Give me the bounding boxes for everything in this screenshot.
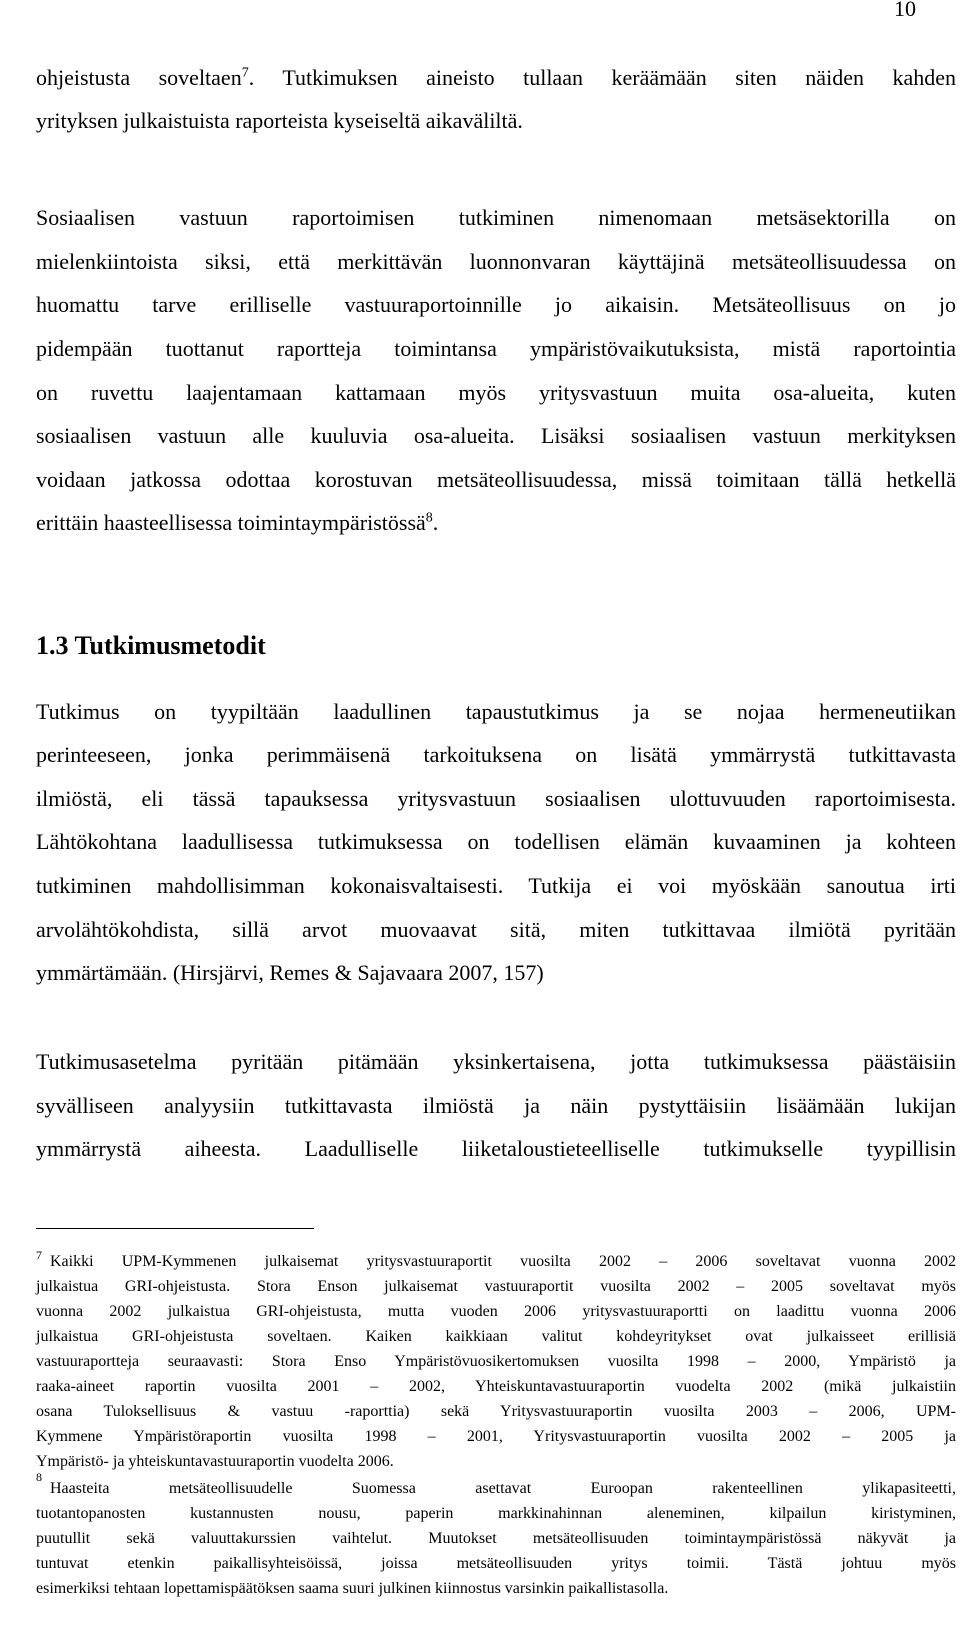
text-line: arvolähtökohdista, sillä arvot muovaavat sitä, miten tutkittavaa ilmiötä pyritään: [36, 917, 956, 942]
text-line: on ruvettu laajentamaan kattamaan myös yritysvastuun muita osa-alueita, kuten: [36, 380, 956, 405]
text-line: mielenkiintoista siksi, että merkittävän luonnonvaran käyttäjinä metsäteollisuudessa on: [36, 249, 956, 274]
text-line: Tutkimusasetelma pyritään pitämään yksinkertaisena, jotta tutkimuksessa päästäisiin: [36, 1049, 956, 1074]
footnote-line: Kymmene Ympäristöraportin vuosilta 1998 – 2001, Yritysvastuuraportin vuosilta 2002 – 2005 ja: [36, 1428, 956, 1445]
footnote-number: 7: [36, 1248, 42, 1262]
footnote-line: puutullit sekä valuuttakurssien vaihtelut. Muutokset metsäteollisuuden toimintaympäristössä näkyvät ja: [36, 1530, 956, 1547]
text-line: pidempään tuottanut raportteja toimintansa ympäristövaikutuksista, mistä raportointia: [36, 336, 956, 361]
text-line: ymmärtämään. (Hirsjärvi, Remes & Sajavaara 2007, 157): [36, 960, 544, 985]
footnote-separator: [36, 1228, 314, 1229]
footnote-line: tuotantopanosten kustannusten nousu, paperin markkinahinnan aleneminen, kilpailun kiristyminen,: [36, 1505, 956, 1522]
text-fragment: erittäin haasteellisessa toimintaympäristössä: [36, 510, 426, 535]
footnote-line: Kaikki UPM-Kymmenen julkaisemat yritysvastuuraportit vuosilta 2002 – 2006 soveltavat vuonna 2002: [50, 1253, 956, 1270]
text-line: ymmärrystä aiheesta. Laadulliselle liiketaloustieteelliselle tutkimukselle tyypillisin: [36, 1136, 956, 1161]
footnote-line: tuntuvat etenkin paikallisyhteisöissä, joissa metsäteollisuuden yritys toimii. Tästä johtuu myös: [36, 1555, 956, 1572]
text-line: perinteeseen, jonka perimmäisenä tarkoituksena on lisätä ymmärrystä tutkittavasta: [36, 742, 956, 767]
text-line: voidaan jatkossa odottaa korostuvan metsäteollisuudessa, missä toimitaan tällä hetkellä: [36, 467, 956, 492]
text-line: [36, 63, 956, 93]
text-line: Sosiaalisen vastuun raportoimisen tutkiminen nimenomaan metsäsektorilla on: [36, 205, 956, 230]
footnote-line: julkaistua GRI-ohjeistusta soveltaen. Kaiken kaikkiaan valitut kohdeyritykset ovat julkaisseet erillisiä: [36, 1328, 956, 1345]
footnote-ref-7[interactable]: 7: [241, 65, 249, 81]
footnote-line: raaka-aineet raportin vuosilta 2001 – 2002, Yhteiskuntavastuuraportin vuodelta 2002 (mikä julkaistiin: [36, 1378, 956, 1395]
text-line: huomattu tarve erilliselle vastuuraportoinnille jo aikaisin. Metsäteollisuus on jo: [36, 292, 956, 317]
footnote-number: 8: [36, 1470, 42, 1484]
footnote-ref-8[interactable]: 8: [425, 510, 433, 526]
footnote-line: Ympäristö- ja yhteiskuntavastuuraportin vuodelta 2006.: [36, 1453, 394, 1470]
text-fragment: ohjeistusta soveltaen: [36, 65, 242, 90]
text-line: Tutkimus on tyypiltään laadullinen tapaustutkimus ja se nojaa hermeneutiikan: [36, 699, 956, 724]
section-heading: 1.3 Tutkimusmetodit: [36, 631, 266, 660]
text-line: tutkiminen mahdollisimman kokonaisvaltaisesti. Tutkija ei voi myöskään sanoutua irti: [36, 873, 956, 898]
footnote-line: vuonna 2002 julkaistua GRI-ohjeistusta, mutta vuoden 2006 yritysvastuuraportti on laadittu vuonna 2006: [36, 1303, 956, 1320]
text-line: Lähtökohtana laadullisessa tutkimuksessa on todellisen elämän kuvaaminen ja kohteen: [36, 829, 956, 854]
text-line: sosiaalisen vastuun alle kuuluvia osa-alueita. Lisäksi sosiaalisen vastuun merkityksen: [36, 423, 956, 448]
text-line: yrityksen julkaistuista raporteista kyseiseltä aikaväliltä.: [36, 108, 523, 133]
text-line: ilmiöstä, eli tässä tapauksessa yritysvastuun sosiaalisen ulottuvuuden raportoimisesta.: [36, 786, 956, 811]
page-number: 10: [894, 0, 916, 21]
text-line: [36, 508, 956, 538]
text-fragment: .: [432, 510, 439, 535]
footnote-line: julkaistua GRI-ohjeistusta. Stora Enson julkaisemat vastuuraportit vuosilta 2002 – 2005 soveltavat myös: [36, 1278, 956, 1295]
footnote-line: vastuuraportteja seuraavasti: Stora Enso Ympäristövuosikertomuksen vuosilta 1998 – 2000, Ympäristö ja: [36, 1353, 956, 1370]
footnote-line: osana Tuloksellisuus & vastuu -raporttia) sekä Yritysvastuuraportin vuosilta 2003 – 2006, UPM-: [36, 1403, 956, 1420]
text-line: syvälliseen analyysiin tutkittavasta ilmiöstä ja näin pystyttäisiin lisäämään lukijan: [36, 1093, 956, 1118]
footnote-line: esimerkiksi tehtaan lopettamispäätöksen saama suuri julkinen kiinnostus varsinkin paikallistasolla.: [36, 1580, 669, 1597]
footnote-line: Haasteita metsäteollisuudelle Suomessa asettavat Euroopan rakenteellinen ylikapasiteetti,: [50, 1480, 956, 1497]
text-fragment: . Tutkimuksen aineisto tullaan keräämään siten näiden kahden: [248, 65, 956, 90]
